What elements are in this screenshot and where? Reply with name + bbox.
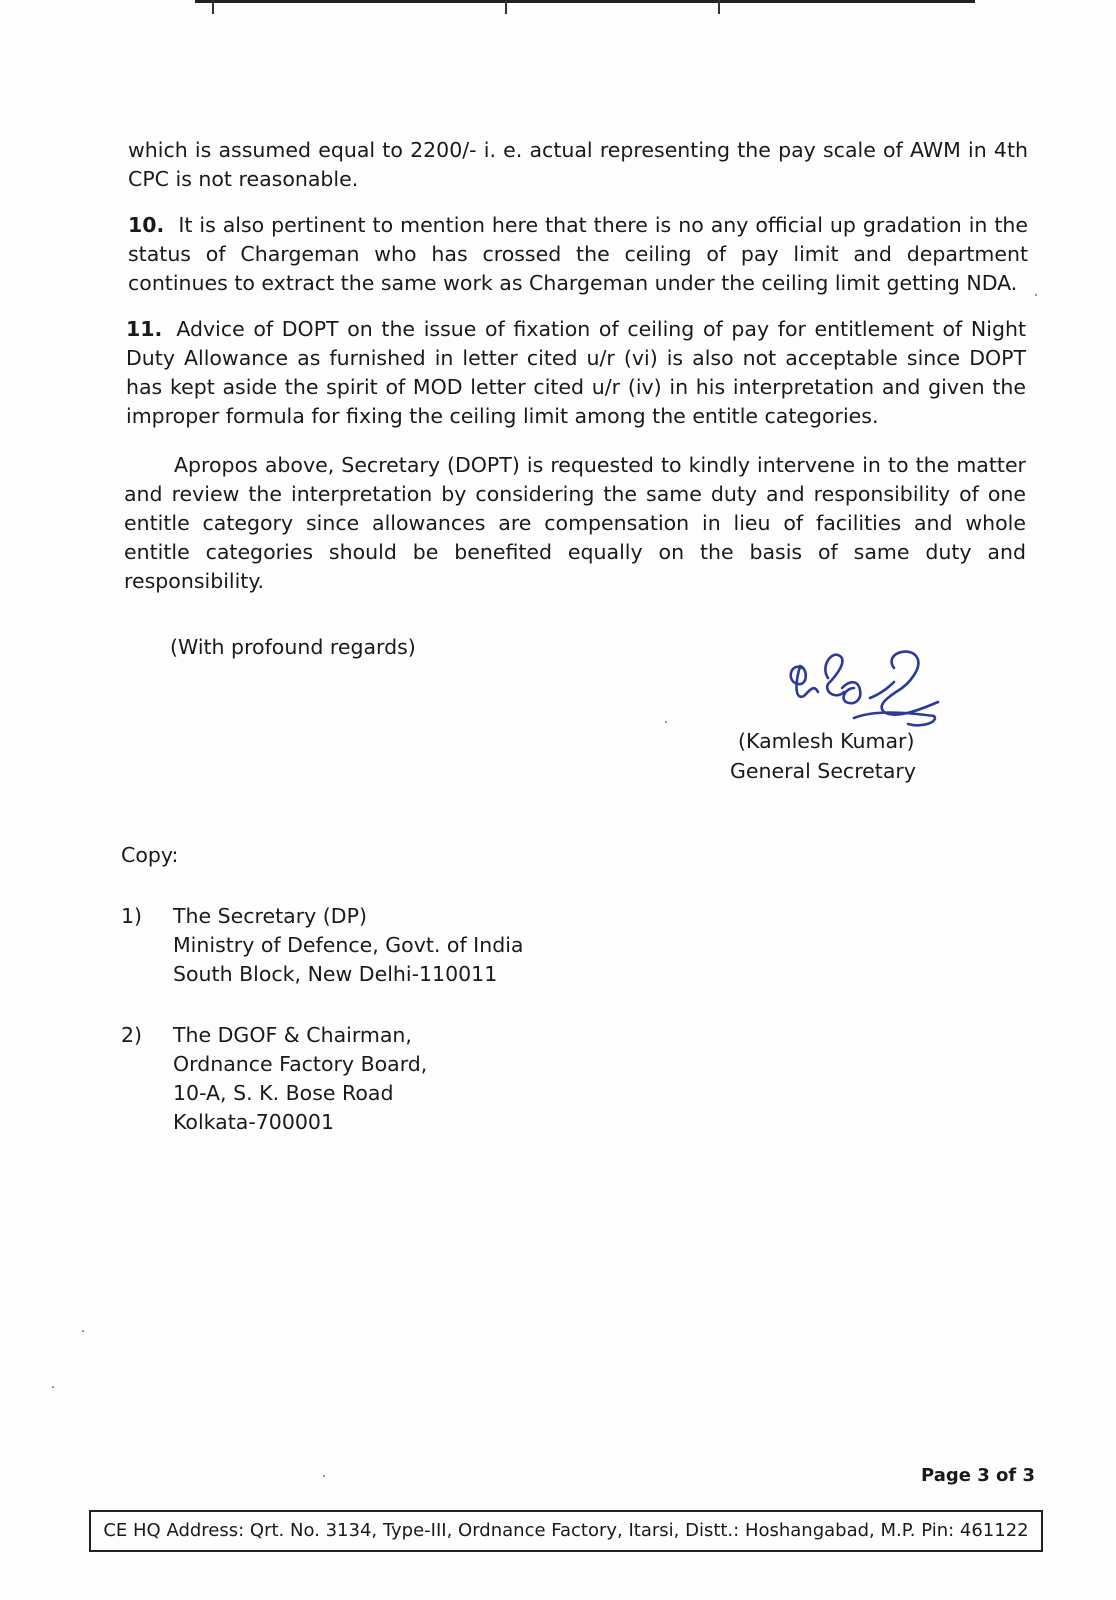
handwritten-signature [784, 648, 944, 733]
copy-label: Copy: [121, 843, 179, 867]
paragraph-10 [128, 211, 1028, 298]
scan-mark [505, 0, 507, 14]
scan-speck [665, 721, 667, 723]
top-scan-line [195, 0, 975, 3]
signatory-title: General Secretary [730, 759, 916, 783]
apropos-paragraph: Apropos above, Secretary (DOPT) is requested to kindly intervene in to the matter and review the interpretation by considering the same duty and responsibility of one entitle category since allowances are compensation in lieu of facilities and whole entitle categories should be benefited equally on the basis of same duty and responsibility. [124, 453, 1026, 593]
scan-speck [82, 1330, 84, 1332]
copy-recipient-index: 2) [121, 1023, 143, 1047]
scan-speck [323, 1475, 325, 1477]
scan-speck [52, 1386, 54, 1388]
copy-recipient-line: 10-A, S. K. Bose Road [173, 1081, 394, 1105]
paragraph-10-number: 10. [128, 213, 165, 237]
copy-recipient-line: Kolkata-700001 [173, 1110, 334, 1134]
paragraph-11 [126, 315, 1026, 431]
page-number-current: 3 [977, 1465, 990, 1486]
paragraph-10-text: It is also pertinent to mention here that there is no any official up gradation in the status of Chargeman who has crossed the ceiling of pay limit and department continues to extract the same work as Chargeman under the ceiling limit getting NDA. [128, 213, 1028, 295]
paragraph-11-number: 11. [126, 317, 163, 341]
page-number-of: of [996, 1465, 1017, 1486]
footer-address: CE HQ Address: Qrt. No. 3134, Type-III, Ordnance Factory, Itarsi, Distt.: Hoshangabad, M.P. Pin: 461122 [103, 1520, 1029, 1541]
copy-recipient-line: Ordnance Factory Board, [173, 1052, 428, 1076]
signatory-name: (Kamlesh Kumar) [738, 729, 915, 753]
paragraph-11-text: Advice of DOPT on the issue of fixation of ceiling of pay for entitlement of Night Duty Allowance as furnished in letter cited u/r (vi) is also not acceptable since DOPT has kept aside the spirit of MOD letter cited u/r (iv) in his interpretation and given the improper formula for fixing the ceiling limit among the entitle categories. [126, 317, 1026, 428]
copy-recipient-line: The Secretary (DP) [173, 904, 367, 928]
footer-address-box [89, 1510, 1043, 1552]
page-number [921, 1461, 1035, 1490]
copy-recipient-line: The DGOF & Chairman, [173, 1023, 412, 1047]
copy-recipient-line: South Block, New Delhi-110011 [173, 962, 498, 986]
copy-recipient-index: 1) [121, 904, 143, 928]
scan-mark [212, 0, 214, 14]
page-number-total: 3 [1022, 1465, 1036, 1486]
intro-paragraph: which is assumed equal to 2200/- i. e. actual representing the pay scale of AWM in 4th CPC is not reasonable. [128, 138, 1028, 191]
scan-mark [718, 0, 720, 14]
page-number-prefix: Page [921, 1465, 971, 1486]
scan-speck [1035, 294, 1037, 296]
copy-recipient-line: Ministry of Defence, Govt. of India [173, 933, 524, 957]
closing-regards: (With profound regards) [170, 635, 416, 659]
